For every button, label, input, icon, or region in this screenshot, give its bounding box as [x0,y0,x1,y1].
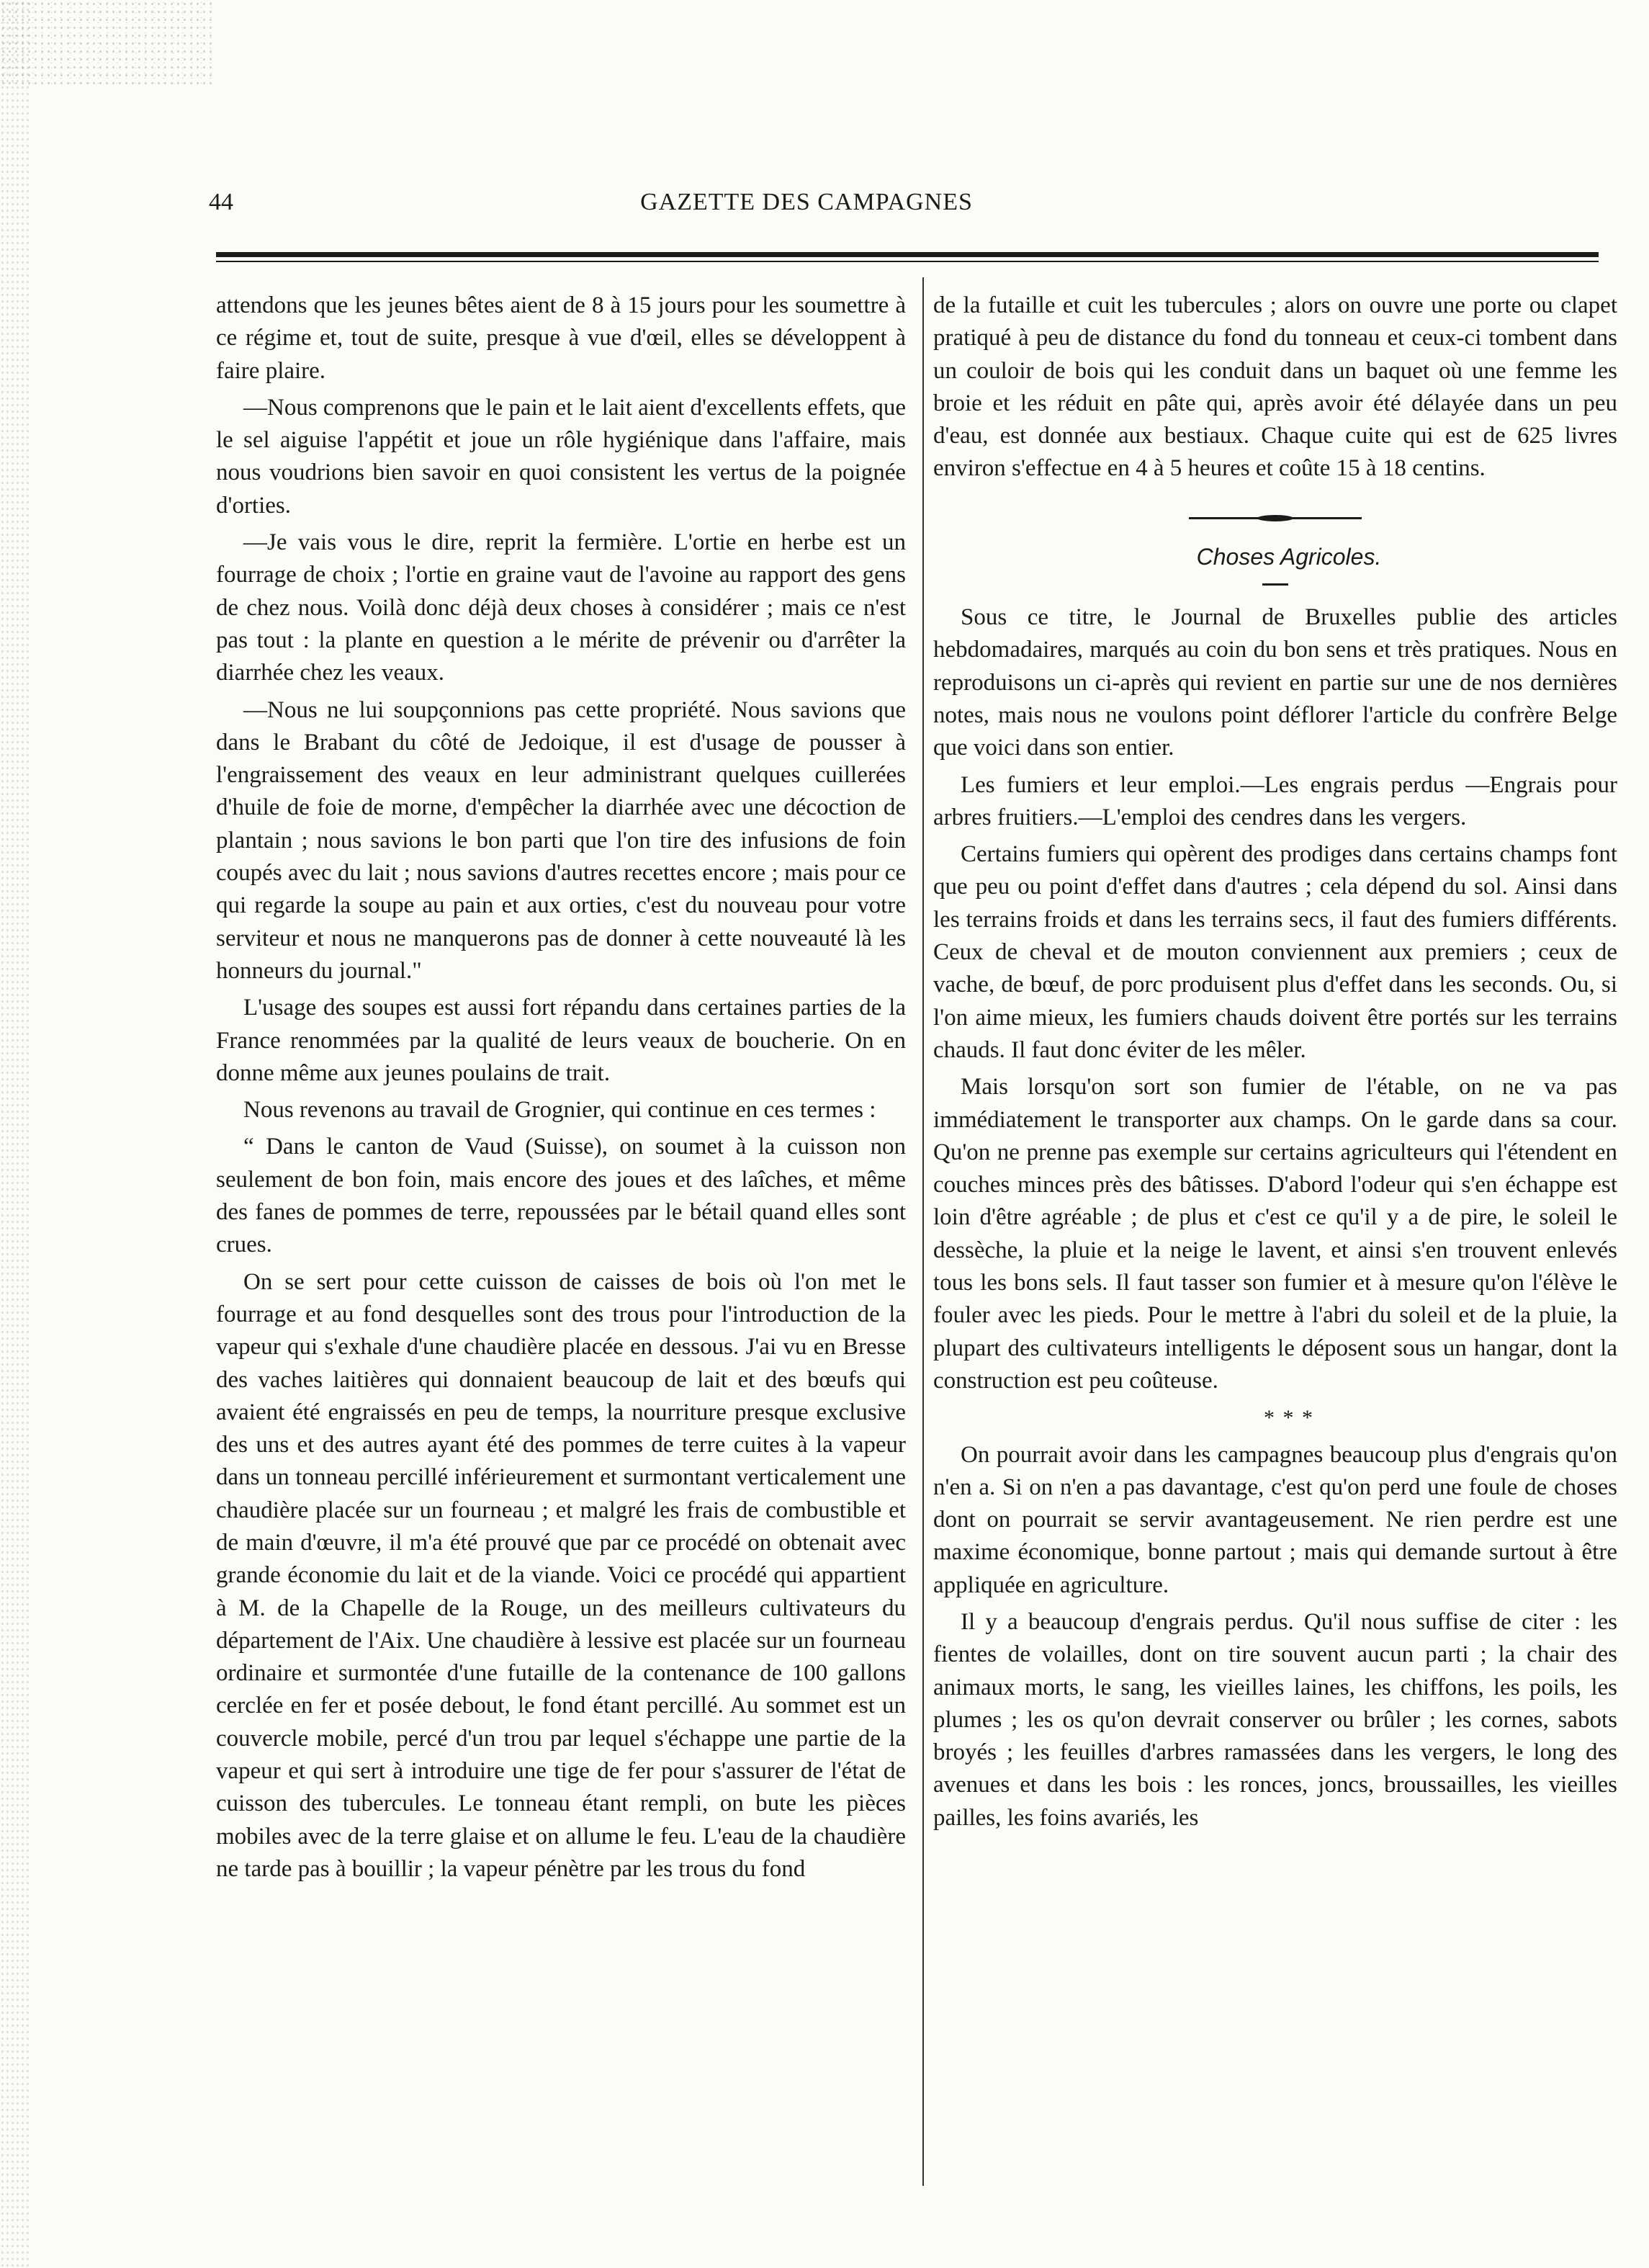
column-divider [922,277,924,2186]
page-number: 44 [209,189,233,215]
paragraph: —Nous comprenons que le pain et le lait aient d'excellents effets, que le sel aiguise l'appétit et joue un rôle hygiénique dans l'affaire, mais nous voudrions bien savoir en quoi consistent les vertus de la poignée d'orties. [216,394,906,519]
paragraph: —Je vais vous le dire, reprit la fermière. L'ortie en herbe est un fourrage de choix ; l'ortie en graine vaut de l'avoine au rapport des gens de chez nous. Voilà donc déjà deux choses à considérer ; mais ce n'est pas tout : la plante en question a le mérite de prévenir ou d'arrêter la diarrhée chez les veaux. [216,529,906,686]
paragraph: “ Dans le canton de Vaud (Suisse), on soumet à la cuisson non seulement de bon foin, mais encore des joues et des laîches, et même des fanes de pommes de terre, repoussées par le bétail quand elles sont crues. [216,1134,906,1258]
paragraph: On se sert pour cette cuisson de caisses de bois où l'on met le fourrage et au fond desquelles sont des trous pour l'introduction de la vapeur qui s'exhale d'une chaudière placée en dessous. J'ai vu en Bresse des vaches laitières qui donnaient beaucoup de lait et des bœufs qui avaient été engraissés en peu de temps, la nourriture presque exclusive des uns et des autres ayant été des pommes de terre cuites à la vapeur dans un tonneau percillé inférieurement et surmontant verticalement une chaudière placée sur un fourneau ; et malgré les frais de combustible et de main d'œuvre, il m'a été prouvé que par ce procédé on obtenait avec grande économie du lait et de la viande. Voici ce procédé qui appartient à M. de la Chapelle de la Rouge, un des meilleurs cultivateurs du département de l'Aix. Une chaudière à lessive est placée sur un fourneau ordinaire et surmontée d'une futaille de la contenance de 100 gallons cerclée en fer et posée debout, le fond étant percillé. Au sommet est un couvercle mobile, percé d'un trou par lequel s'échappe une partie de la vapeur et qui sert à introduire une tige de fer pour s'assurer de l'état de cuisson des tubercules. Le tonneau étant rempli, on bute les pièces mobiles avec de la terre glaise et on allume le feu. L'eau de la chaudière ne tarde pas à bouillir ; la vapeur pénètre par les trous du fond [216,1268,906,1882]
paragraph: Sous ce titre, le Journal de Bruxelles publie des articles hebdomadaires, marqués au coin du bon sens et très pratiques. Nous en reproduisons un ci-après qui revient en partie sur une de nos dernières notes, mais nous ne voulons point déflorer l'article du confrère Belge que voici dans son entier. [933,604,1617,761]
asterism: * * * [1264,1406,1314,1430]
paragraph: Il y a beaucoup d'engrais perdus. Qu'il nous suffise de citer : les fientes de volailles, dont on tire souvent aucun parti ; la chair des animaux morts, le sang, les vieilles laines, les chiffons, les poils, les plumes ; les os qu'on devrait conserver ou brûler ; les cornes, sabots broyés ; les feuilles d'arbres ramassées dans les vergers, le long des avenues et dans les bois : les ronces, joncs, broussailles, les vieilles pailles, les foins avariés, les [933,1608,1617,1831]
paragraph: Certains fumiers qui opèrent des prodiges dans certains champs font que peu ou point d'effet dans d'autres ; cela dépend du sol. Ainsi dans les terrains froids et dans les terrains secs, il faut des fumiers différents. Ceux de cheval et de mouton conviennent aux premiers ; ceux de vache, de bœuf, de porc produisent plus d'effet dans les seconds. Ou, si l'on aime mieux, les fumiers chauds doivent être portés sur les terrains chauds. Il faut donc éviter de les mêler. [933,841,1617,1063]
right-column [933,290,1617,1839]
left-column [216,290,906,1890]
section-title: Choses Agricoles. [1196,543,1382,570]
scan-edge [0,0,29,2268]
paragraph: Nous revenons au travail de Grognier, qui continue en ces termes : [243,1097,876,1124]
journal-title: GAZETTE DES CAMPAGNES [640,189,973,215]
paragraph: Les fumiers et leur emploi.—Les engrais perdus —Engrais pour arbres fruitiers.—L'emploi des cendres dans les vergers. [933,771,1617,830]
scan-noise [0,0,216,86]
paragraph: L'usage des soupes est aussi fort répandu dans certaines parties de la France renommées par la qualité de leurs veaux de boucherie. On en donne même aux jeunes poulains de trait. [216,995,906,1086]
paragraph: attendons que les jeunes bêtes aient de 8 à 15 jours pour les soumettre à ce régime et, tout de suite, presque à vue d'œil, elles se développent à faire plaire. [216,292,906,384]
paragraph: de la futaille et cuit les tubercules ; alors on ouvre une porte ou clapet pratiqué à peu de distance du fond du tonneau et ceux-ci tombent dans un couloir de bois qui les conduit dans un baquet où une femme les broie et les réduit en pâte qui, après avoir été délayée dans un peu d'eau, est donnée aux bestiaux. Chaque cuite qui est de 625 livres environ s'effectue en 4 à 5 heures et coûte 15 à 18 centins. [933,292,1617,482]
page-header [209,189,1404,222]
section-separator [1189,517,1362,519]
paragraph: —Nous ne lui soupçonnions pas cette propriété. Nous savions que dans le Brabant du côté de Jedoique, il est d'usage de pousser à l'engraissement des veaux en leur administrant quelques cuillerées d'huile de foie de morne, d'empêcher la diarrhée avec une décoction de plantain ; nous savions le bon parti que l'on tire des infusions de foin coupés avec du lait ; nous savions d'autres recettes encore ; mais pour ce qui regarde la soupe au pain et aux orties, c'est du nouveau pour votre serviteur et nous ne manquerons pas de donner à cette nouveauté là les honneurs du journal." [216,696,906,984]
title-dash [1262,583,1288,586]
header-rule-thick [216,252,1599,257]
paragraph: On pourrait avoir dans les campagnes beaucoup plus d'engrais qu'on n'en a. Si on n'en a pas davantage, c'est qu'on perd une foule de choses dont on pourrait se servir avantageusement. Ne rien perdre est une maxime économique, bonne partout ; mais qui demande surtout à être appliquée en agriculture. [933,1441,1617,1598]
paragraph: Mais lorsqu'on sort son fumier de l'étable, on ne va pas immédiatement le transporter aux champs. On le garde dans sa cour. Qu'on ne prenne pas exemple sur certains agriculteurs qui l'étendent en couches minces près des bâtisses. D'abord l'odeur qui s'en échappe est loin d'être agréable ; de plus et c'est ce qu'il y a de pire, le soleil le dessèche, la pluie et la neige le lavent, et ainsi s'en trouvent enlevés tous les bons sels. Il faut tasser son fumier et à mesure qu'on l'élève le fouler avec les pieds. Pour le mettre à l'abri du soleil et de la pluie, la plupart des cultivateurs intelligents le déposent sous un hangar, dont la construction est peu coûteuse. [933,1074,1617,1394]
header-rule-thin [216,261,1599,262]
